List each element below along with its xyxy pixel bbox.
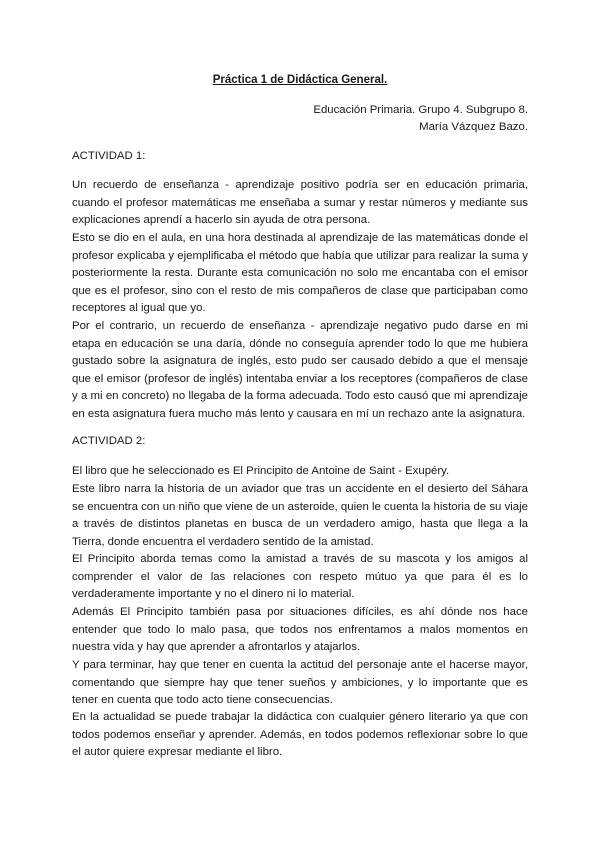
author-course: Educación Primaria. Grupo 4. Subgrupo 8.	[313, 104, 528, 116]
activity2-heading: ACTIVIDAD 2:	[72, 435, 146, 447]
activity2-paragraph-2: Este libro narra la historia de un aviador que tras un accidente en el desierto del Sáhara se encuentra con un niño que viene de un asteroide, quien le cuenta la historia de su viaje a través de distintos planetas en busca de un verdadero amigo, hasta que llega a la Tierra, donde encuentra el verdadero sentido de la amistad.	[72, 483, 528, 548]
activity1-paragraph-1: Un recuerdo de enseñanza - aprendizaje positivo podría ser en educación primaria, cuando el profesor matemáticas me enseñaba a sumar y restar números y mediante sus explicaciones aprendí a hacerlo sin ayuda de otra persona.	[72, 179, 528, 227]
activity2-paragraph-6: En la actualidad se puede trabajar la didáctica con cualquier género literario ya que con todos podemos enseñar y aprender. Además, en todos podemos reflexionar sobre lo que el autor quiere expresar mediante el libro.	[72, 711, 528, 759]
author-block	[313, 102, 528, 136]
activity2-paragraph-4: Además El Principito también pasa por situaciones difíciles, es ahí dónde nos hace entender que todo lo malo pasa, que todos nos enfrentamos a malos momentos en nuestra vida y hay que aprender a afrontarlos y atajarlos.	[72, 606, 528, 654]
activity2-paragraph-5: Y para terminar, hay que tener en cuenta la actitud del personaje ante el hacerse mayor, comentando que siempre hay que tener sueños y ambiciones, y lo importante que es tener en cuenta que todo acto tiene consecuencias.	[72, 659, 528, 707]
activity2-paragraph-3: El Principito aborda temas como la amistad a través de su mascota y los amigos al comprender el valor de las relaciones con respeto mútuo ya que para él es lo verdaderamente importante y no el dinero ni lo material.	[72, 553, 528, 601]
document-title: Práctica 1 de Didáctica General.	[212, 74, 388, 86]
author-name: María Vázquez Bazo.	[419, 121, 528, 133]
activity1-paragraph-3: Por el contrario, un recuerdo de enseñanza - aprendizaje negativo pudo darse en mi etapa en educación se una daría, dónde no conseguía aprender todo lo que me hubiera gustado sobre la asignatura de inglés, esto pudo ser causado debido a que el mensaje que el emisor (profesor de inglés) intentaba enviar a los receptores (compañeros de clase y a mi en concreto) no llegaba de la forma adecuada. Todo esto causó que mi aprendizaje en esta asignatura fuera mucho más lento y causara en mí un rechazo ante la asignatura.	[72, 320, 528, 420]
activity1-heading: ACTIVIDAD 1:	[72, 150, 146, 162]
activity2-paragraph-1: El libro que he seleccionado es El Principito de Antoine de Saint - Exupéry.	[72, 465, 450, 477]
activity1-paragraph-2: Esto se dio en el aula, en una hora destinada al aprendizaje de las matemáticas donde el profesor explicaba y ejemplificaba el método que había que utilizar para realizar la suma y posteriormente la resta. Durante esta comunicación no solo me encantaba con el emisor que es el profesor, sino con el resto de mis compañeros de clase que participaban como receptores al igual que yo.	[72, 232, 528, 315]
